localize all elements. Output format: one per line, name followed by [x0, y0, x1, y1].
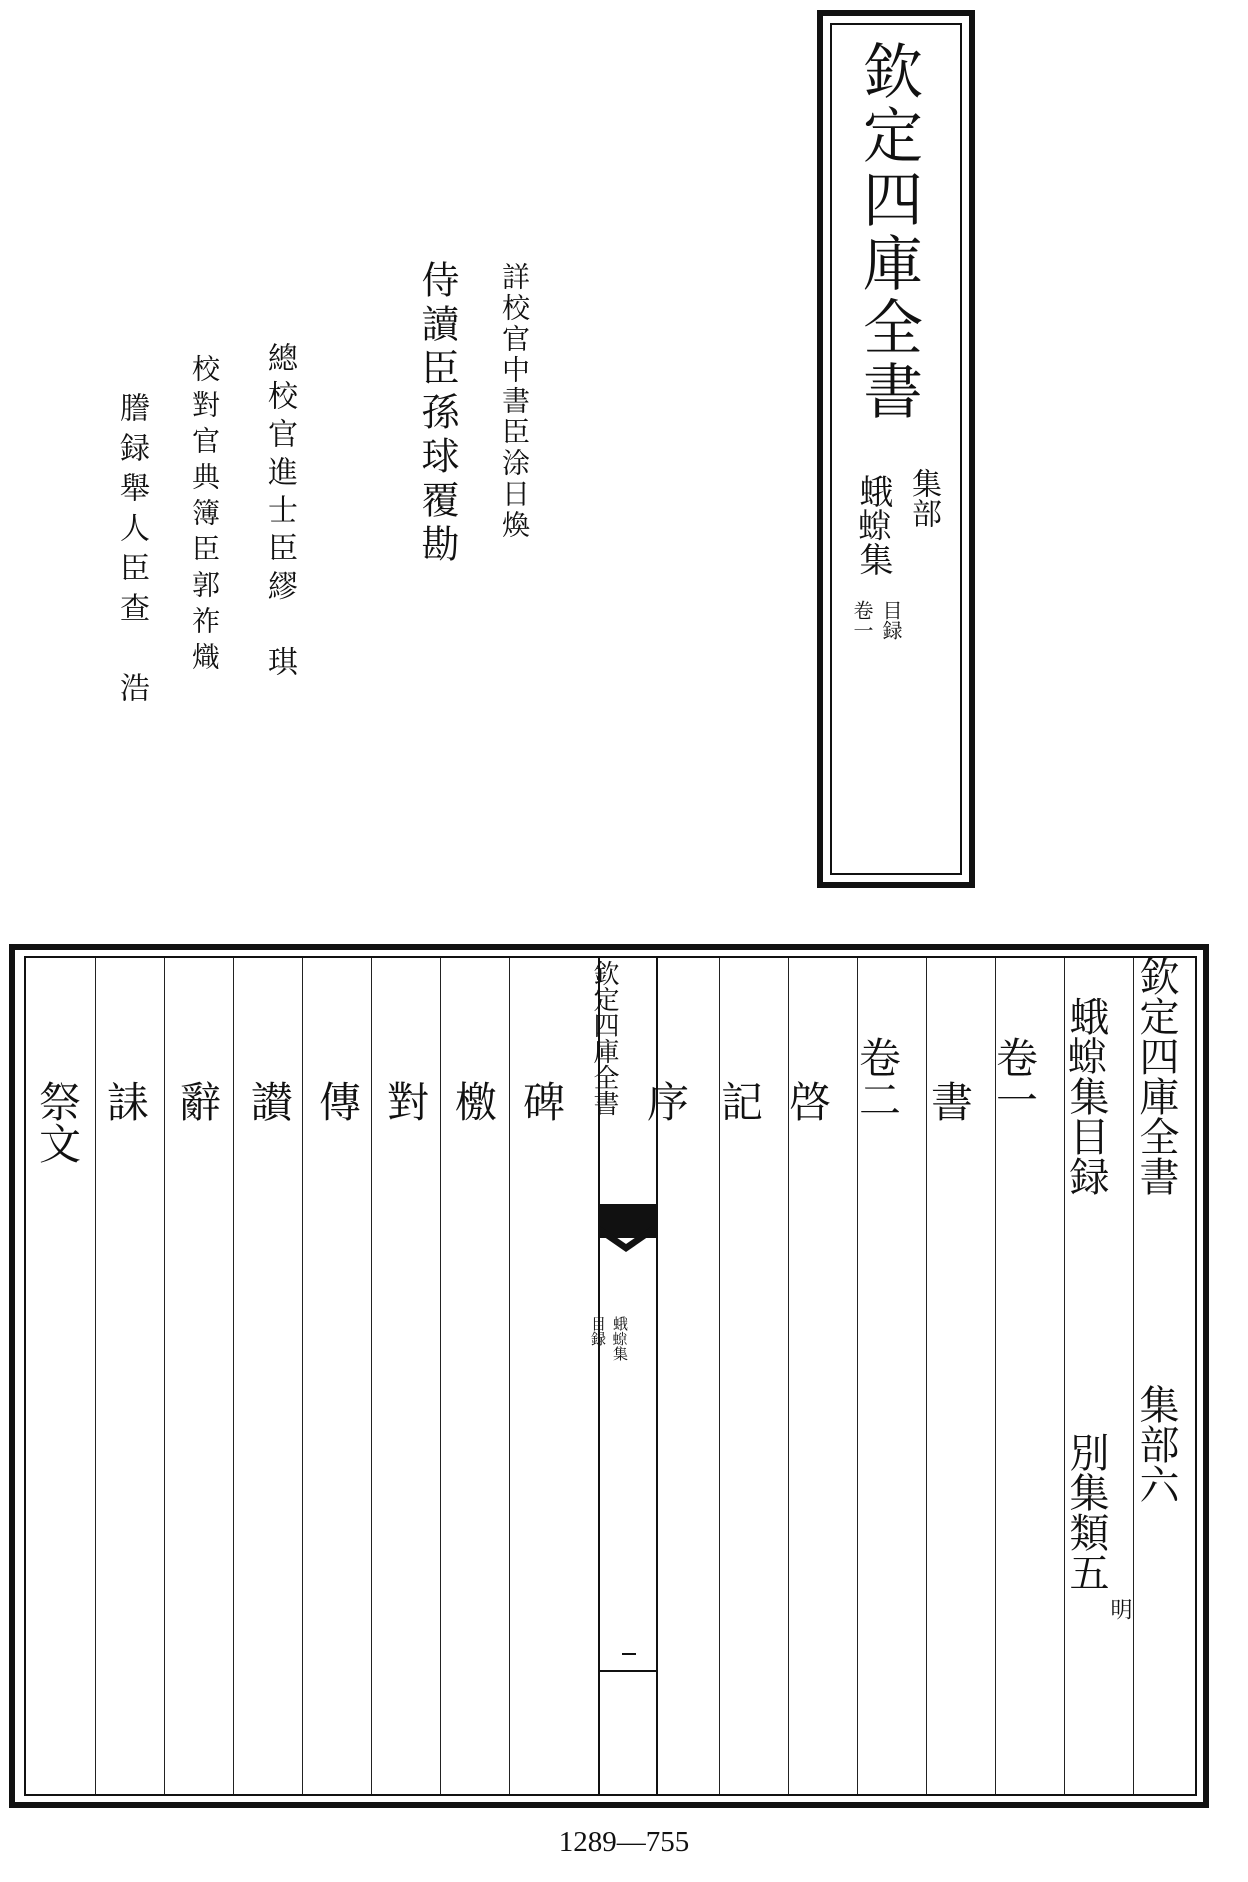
banner-part: 目録 [589, 1316, 607, 1346]
cover-title: 欽定四庫全書 [853, 40, 923, 424]
toc-entry: 序 [641, 1080, 690, 1122]
banner-divider [600, 1670, 656, 1672]
column-rule [440, 958, 441, 1794]
banner-fishtail-icon [600, 1226, 652, 1256]
cover-part: 目録 [879, 600, 903, 640]
toc-book-title: 蛾𧎾集目録 [1063, 996, 1109, 1196]
toc-entry: 辭 [173, 1080, 222, 1122]
toc-entry: 讃 [245, 1080, 294, 1122]
column-rule [509, 958, 510, 1794]
column-rule [233, 958, 234, 1794]
credit-copyist: 謄録舉人臣查 浩 [114, 392, 149, 712]
toc-entry: 對 [381, 1080, 430, 1122]
cover-book-title: 蛾𧎾集 [853, 474, 893, 576]
column-rule [164, 958, 165, 1794]
toc-entry: 檄 [449, 1080, 498, 1122]
toc-dynasty: 明 [1107, 1598, 1132, 1620]
banner-book: 蛾𧎾集 [611, 1316, 629, 1361]
banner-page-mark [622, 1653, 636, 1655]
toc-entry: 祭文 [33, 1080, 82, 1164]
credit-collator: 校對官典簿臣郭祚熾 [188, 354, 221, 678]
credit-detail-proofer: 詳校官中書臣涂日煥 [498, 262, 531, 541]
toc-entry: 卷二 [853, 1036, 902, 1120]
credit-reviewer: 侍讀臣孫球覆勘 [415, 260, 459, 568]
toc-header-title: 欽定四庫全書 [1133, 956, 1179, 1196]
page-folio: 1289—755 [558, 1826, 690, 1858]
column-rule [371, 958, 372, 1794]
cover-section: 集部 [906, 468, 941, 528]
toc-entry: 卷一 [990, 1036, 1039, 1120]
toc-entry: 誄 [101, 1080, 150, 1122]
toc-header-category: 集部六 [1133, 1384, 1179, 1504]
toc-entry: 啓 [783, 1080, 832, 1122]
banner-title: 欽定四庫全書 [589, 960, 619, 1116]
credit-chief-proofer: 總校官進士臣繆 琪 [262, 342, 297, 684]
toc-classification: 別集類五 [1063, 1432, 1109, 1592]
toc-entry: 傳 [313, 1080, 362, 1122]
column-rule [302, 958, 303, 1794]
cover-volume: 卷一 [850, 600, 874, 640]
toc-entry: 記 [715, 1080, 764, 1122]
toc-entry: 書 [925, 1080, 974, 1122]
toc-entry: 碑 [517, 1080, 566, 1122]
column-rule [95, 958, 96, 1794]
